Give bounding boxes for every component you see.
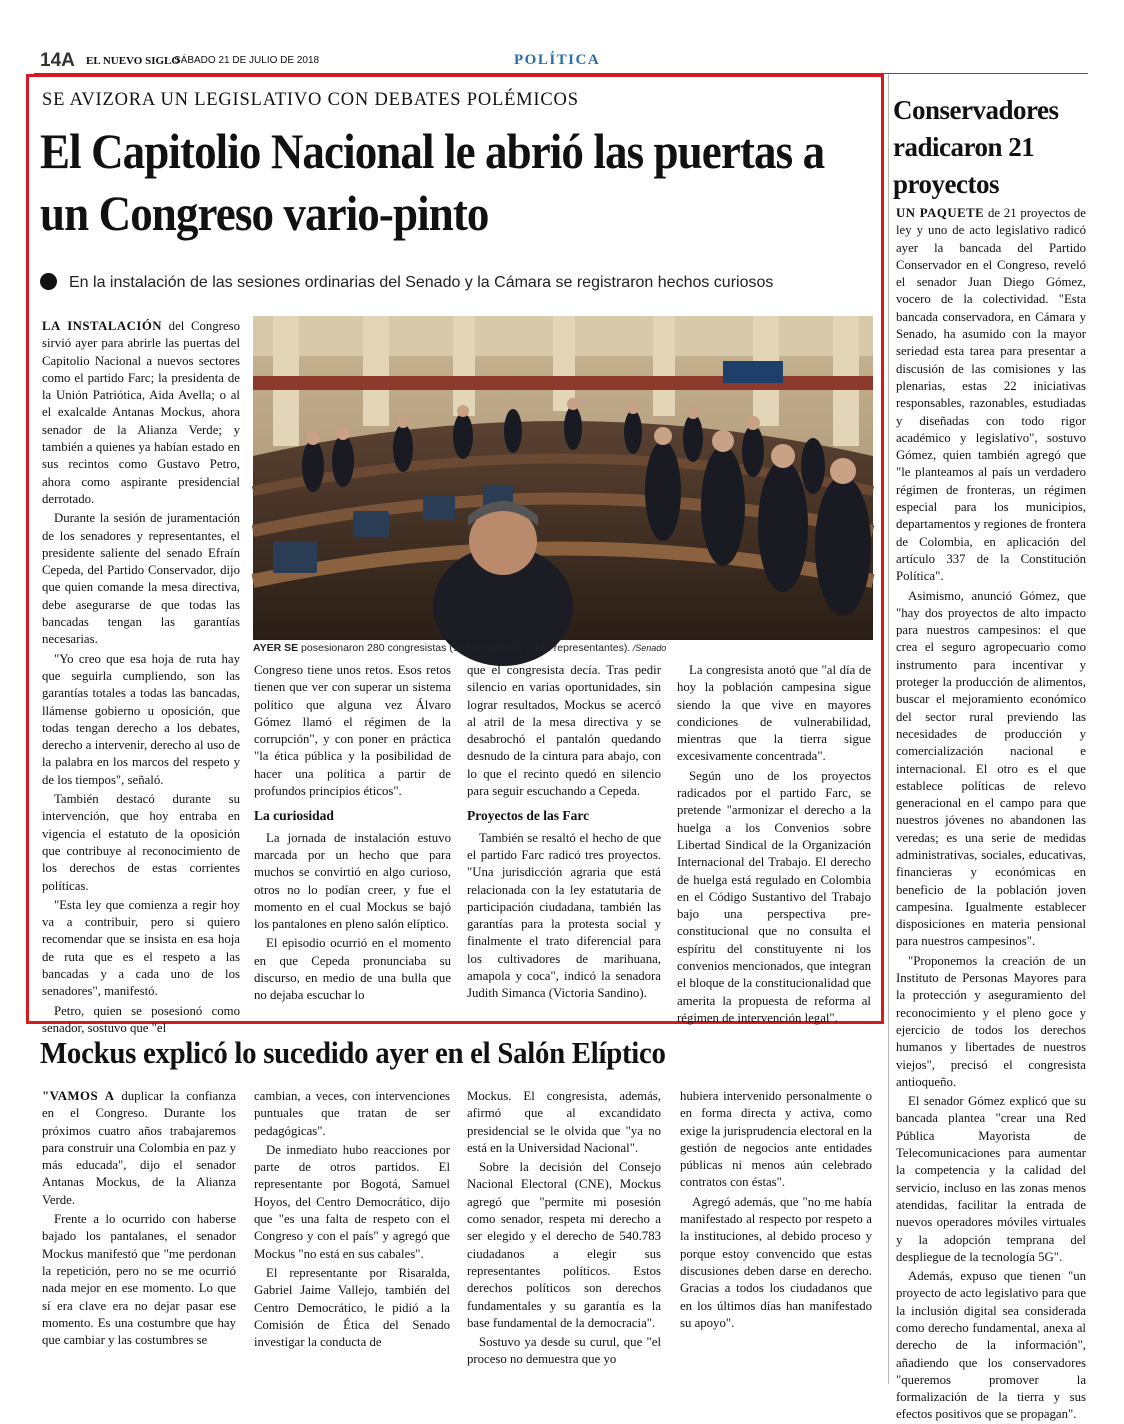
dek xyxy=(40,273,773,292)
dek-text: En la instalación de las sesiones ordinarias del Senado y la Cámara se registraron hechos curiosos xyxy=(69,274,774,291)
second-column-4 xyxy=(680,1088,872,1388)
paragraph: que el congresista decía. Tras pedir silencio en varias oportunidades, sin lograr resultados, Mockus se acercó al atril de la mesa directiva y se desabrochó el pantalón quedando desnudo de la cintura para abajo, con lo que el recinto quedó en silencio para seguir escuchando a Cepeda. xyxy=(467,663,661,799)
photo-illustration xyxy=(253,316,873,640)
paragraph: Petro, quien se posesionó como senador, sostuvo que "el xyxy=(42,1003,240,1035)
paragraph: Asimismo, anunció Gómez, que "hay dos proyectos de alto impacto para nuestros campesinos: el que crea el seguro agropecuario como instrumento para incentivar y proteger la producción de alimentos, buscar el mejoramiento económico del sector rural previendo las necesidades de producción y comercialización nacional e internacional. El otro es el que establece políticas de relevo generacional en el campo para que nuestros jóvenes no abandonen las veredas; es una serie de medidas administrativas, sociales, educativas, financieras y económicas en beneficio de la población joven campesina. Igualmente establecer disposiciones en materia pensional para nuestros campesinos". xyxy=(896,588,1086,949)
paragraph: "Yo creo que esa hoja de ruta hay que seguirla cumpliendo, son las garantías totales a todas las bancadas, llámense gobierno u oposición, que todas tengan derecho a los debates, derecho a intervenir, derecho al uso de la palabra en los marcos del respeto y de los tiempos", señaló. xyxy=(42,651,240,787)
paragraph: De inmediato hubo reacciones por parte de otros partidos. El representante por Bogotá, Samuel Hoyos, del Centro Democrático, dijo que "es una falta de respeto con el Congreso y con el país" y agregó que Mockus "no está en sus cabales". xyxy=(254,1142,450,1261)
sidebar-column xyxy=(896,205,1086,1422)
paragraph: Mockus. El congresista, además, afirmó que al excandidato presidencial se le olvida que "ya no está en la Universidad Nacional". xyxy=(467,1089,661,1155)
paragraph: La jornada de instalación estuvo marcada por un hecho que para muchos se convirtió en algo curioso, otros no lo podían creer, y fue el momento en el cual Mockus se bajó los pantalones en pleno salón elíptico. xyxy=(254,830,451,932)
main-headline: El Capitolio Nacional le abrió las puertas a un Congreso vario-pinto xyxy=(40,123,825,241)
photo-credit: /Senado xyxy=(630,643,667,653)
paragraph xyxy=(42,1088,236,1209)
main-column-1 xyxy=(42,318,240,1035)
lead-in: "VAMOS A xyxy=(42,1089,115,1103)
paragraph: Durante la sesión de juramentación de los senadores y representantes, el presidente saliente del senado Efraín Cepeda, del Partido Conservador, dijo que quien comande la mesa directiva, debe asegurarse de que todas las bancadas tengan las garantías necesarias. xyxy=(42,511,240,647)
caption-text: posesionaron 280 congresistas (108 senadores y 172 representantes). xyxy=(298,642,631,654)
paragraph: También destacó durante su intervención, que hoy entraba en vigencia el estatuto de la oposición que contribuye al reconocimiento de los derechos de estas corrientes políticas. xyxy=(42,792,240,893)
main-column-2 xyxy=(254,662,451,1018)
paragraph: Según uno de los proyectos radicados por el partido Farc, se pretende "armonizar el derecho a la huelga a los Convenios sobre Libertad Sindical de la Organización Internacional del Trabajo. El derecho de huelga está regulado en Colombia en el Código Sustantivo del Trabajo bajo una perspectiva pre-constitucional que no consulta el espíritu del constituyente ni los convenios mencionados, que integran el bloque de la constitucionalidad que amerita la propuesta de reforma al régimen de intervención legal". xyxy=(677,768,871,1025)
paragraph: "Proponemos la creación de un Instituto de Personas Mayores para la protección y aseguramiento del reconocimiento y el pleno goce y ejercicio de todos los derechos humanos y libertades de nuestros viejos", precisó el congresista antioqueño. xyxy=(896,953,1086,1089)
paragraph xyxy=(42,318,240,508)
paragraph: También se resaltó el hecho de que el partido Farc radicó tres proyectos. "Una jurisdicción agraria que está relacionada con la ley estatutaria de participación ciudadana, también las garantías para la protesta social y finalmente el trato diferencial para los cultivadores de marihuana, amapola y coca", indicó la senadora Judith Simanca (Victoria Sandino). xyxy=(467,830,661,1001)
sidebar-headline: Conservadores radicaron 21 proyectos xyxy=(893,95,1059,199)
paragraph-text: de 21 proyectos de ley y uno de acto legislativo radicó ayer la bancada del Partido Conservador en el Congreso, reveló el senador Juan Diego Gómez, vocero de la colectividad. "Esta bancada conservadora, en Cámara y Senado, ha asumido con la mayor seriedad esta tarea para presentar a discusión de las comisiones y las plenarias, estas 22 iniciativas responsables, razonables, estudiadas y diseñadas con todo rigor académico y legislativo", sostuvo Gómez, quien también agregó que "le planteamos al país un verdadero régimen de fronteras, un régimen especial para los municipios, departamentos y regiones de frontera de Colombia, en aplicación del artículo 337 de la Constitución Política". xyxy=(896,206,1086,584)
congress-photo xyxy=(253,316,873,640)
paragraph: Sostuvo ya desde su curul, que "el proceso no demuestra que yo xyxy=(467,1335,661,1367)
paragraph: El representante por Risaralda, Gabriel Jaime Vallejo, también del Centro Democrático, le pidió a la Comisión de Ética del Senado investigar la conducta de xyxy=(254,1265,450,1350)
paragraph: Además, expuso que tienen "un proyecto de acto legislativo para que la inclusión digital sea considerada como derecho fundamental, anexa al derecho de la información", añadiendo que los conservadores "queremos promover la formalización de la tierra y sus efectos positivos que se propagan". xyxy=(896,1269,1086,1422)
lead-in: LA INSTALACIÓN xyxy=(42,319,163,333)
paragraph: El episodio ocurrió en el momento en que Cepeda pronunciaba su discurso, en medio de una bulla que no dejaba escuchar lo xyxy=(254,936,451,1003)
main-column-3 xyxy=(467,662,661,1018)
paragraph xyxy=(896,205,1086,586)
paragraph: cambian, a veces, con intervenciones puntuales que tratan de ser pedagógicas". xyxy=(254,1089,450,1138)
caption-lead: AYER SE xyxy=(253,642,299,654)
subhead: La curiosidad xyxy=(254,808,334,824)
paragraph: La congresista anotó que "al día de hoy la población campesina sigue siendo la que vive en mayores condiciones de vulnerabilidad, mientras que la tierra sigue excesivamente concentrada". xyxy=(677,663,871,764)
section-label: POLÍTICA xyxy=(514,52,601,68)
subhead: Proyectos de las Farc xyxy=(467,808,590,824)
kicker: SE AVIZORA UN LEGISLATIVO CON DEBATES POLÉMICOS xyxy=(42,90,579,110)
second-column-3 xyxy=(467,1088,661,1388)
paragraph: Congreso tiene unos retos. Esos retos tienen que ver con superar un sistema político que alguna vez Álvaro Gómez llamó el régimen de la corrupción", y con poner en práctica "la ética pública y la posibilidad de hacer una política a partir de profundos principios éticos". xyxy=(254,663,451,799)
paragraph-text: del Congreso sirvió ayer para abrirle las puertas del Capitolio Nacional a nuevos sectores como el partido Farc; la presidenta de la Unión Patriótica, Aida Avella; o al el exalcalde Antanas Mockus, ahora senador de la Alianza Verde; y también a quienes ya habían estado en sus recintos como Gustavo Petro, ahora como aspirante presidencial derrotado. xyxy=(42,319,240,506)
newspaper-name: EL NUEVO SIGLO xyxy=(86,55,180,67)
second-column-1 xyxy=(42,1088,236,1388)
bullet-icon xyxy=(40,273,57,290)
lead-in: UN PAQUETE xyxy=(896,206,985,220)
photo-caption xyxy=(253,642,873,654)
second-headline: Mockus explicó lo sucedido ayer en el Salón Elíptico xyxy=(40,1035,666,1070)
paragraph: Frente a lo ocurrido con haberse bajado los pantalanes, el senador Mockus manifestó que "me perdonan la repetición, pero no se me ocurrió nada mejor en ese momento. Lo que sí era clave era no dejar pasar ese momento. Es una costumbre que hay que cambiar y las costumbres se xyxy=(42,1212,236,1348)
second-column-2 xyxy=(254,1088,450,1388)
main-column-4 xyxy=(677,662,871,1025)
paragraph: Agregó además, que "no me había manifestado al respecto por respeto a la instituciones, al debido proceso y porque estoy convencido que estas discusiones deben darse en derecho. Gracias a todos los ciudadanos que en los últimos días han manifestado su apoyo". xyxy=(680,1194,872,1330)
issue-date: SÁBADO 21 DE JULIO DE 2018 xyxy=(174,55,320,66)
page-number: 14A xyxy=(40,50,75,71)
paragraph: "Esta ley que comienza a regir hoy va a contribuir, pero si quiero recomendar que se insista en esa hoja de ruta que es el respeto a las bancadas y a cada uno de los senadores", manifestó. xyxy=(42,897,240,999)
paragraph: hubiera intervenido personalmente o en forma directa y activa, como exige la jurisprudencia electoral en la gestión de negocios ante entidades públicas ni menos aún celebrado contratos con éstas". xyxy=(680,1089,872,1190)
paragraph: El senador Gómez explicó que su bancada plantea "crear una Red Pública Mayorista de Telecomunicaciones para aumentar la competencia y la calidad del servicio, incluso en las zonas menos atendidas, facilitar la entrada de nuevos operadores móviles virtuales y la adopción temprana del despliegue de la tecnología 5G". xyxy=(896,1094,1086,1264)
masthead xyxy=(34,48,1088,74)
paragraph-text: duplicar la confianza en el Congreso. Durante los próximos cuatro años trabajaremos para construir una Colombia en paz y más educada", dijo el senador Antanas Mockus, de la Alianza Verde. xyxy=(42,1089,236,1207)
paragraph: Sobre la decisión del Consejo Nacional Electoral (CNE), Mockus agregó que "permite mi posesión como senador, respeta mi derecho a ser elegido y el derecho de 540.783 ciudadanos a elegir sus representantes políticos. Estos derechos políticos son derechos fundamentales y su garantía es la base fundamental de la democracia". xyxy=(467,1160,661,1330)
